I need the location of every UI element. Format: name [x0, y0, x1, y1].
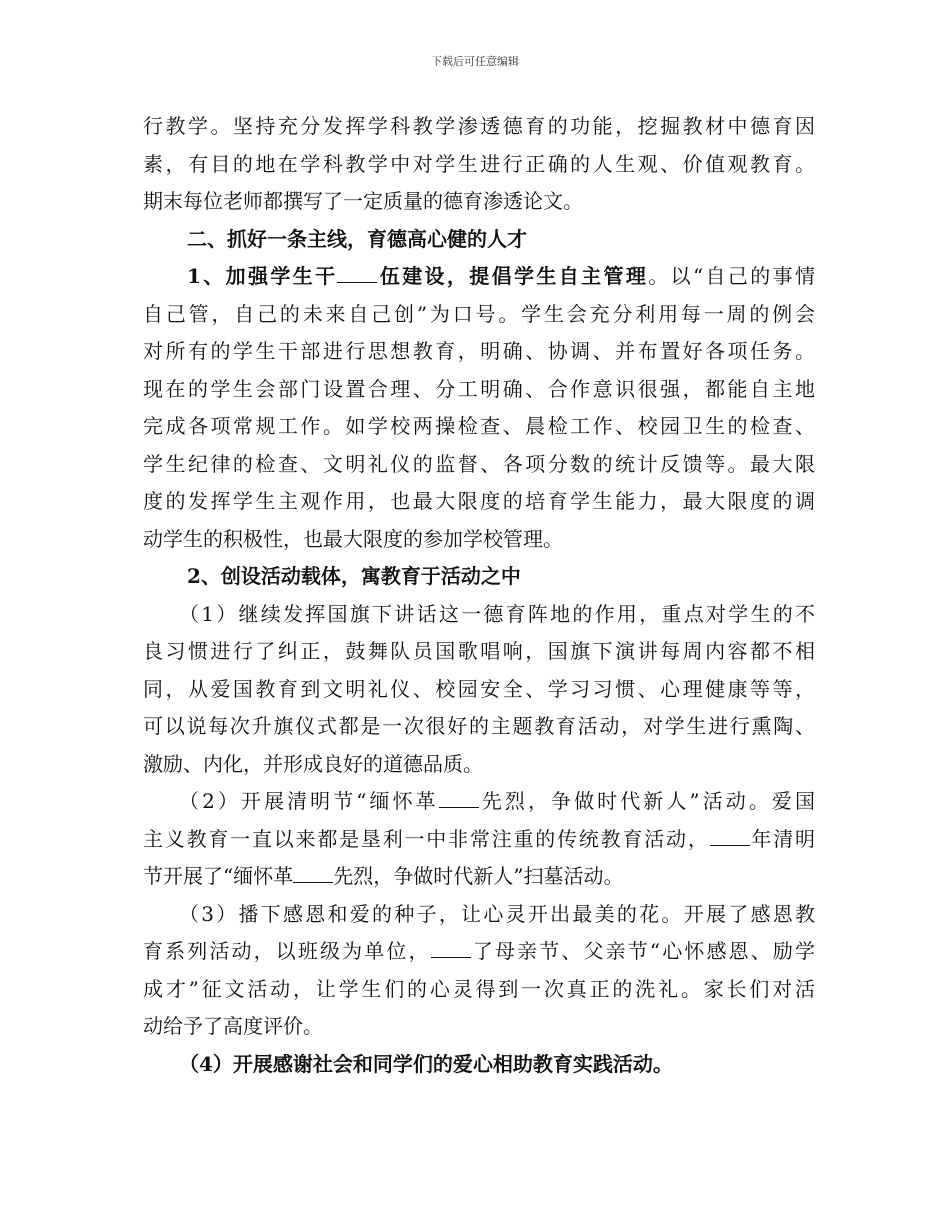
paragraph-text: 先烈，争做时代新人”扫墓活动。	[333, 864, 624, 888]
subsection-heading-part: 伍建设，提倡学生自主管理	[377, 264, 649, 288]
paragraph-line	[143, 821, 815, 859]
paragraph-text: 了母亲节、父亲节“心怀感恩、励学	[470, 939, 815, 963]
paragraph-text: 育系列活动，以班级为单位，	[143, 939, 431, 963]
paragraph-text: 主义教育一直以来都是垦利一中非常注重的传统教育活动，	[143, 826, 710, 851]
paragraph-line	[143, 783, 815, 821]
paragraph-line: 期末每位老师都撰写了一定质量的德育渗透论文。	[143, 189, 583, 213]
page-header: 下载后可任意编辑	[431, 55, 519, 68]
paragraph-line: 良习惯进行了纠正，鼓舞队员国歌唱响，国旗下演讲每周内容都不相	[143, 639, 815, 663]
paragraph-line: 现在的学生会部门设置合理、分工明确、合作意识很强，都能自主地	[143, 376, 815, 401]
subsection-heading: 2、创设活动载体，寓教育于活动之中	[187, 564, 521, 588]
blank-underline	[337, 264, 377, 283]
paragraph-line: 可以说每次升旗仪式都是一次很好的主题教育活动，对学生进行熏陶、	[143, 714, 815, 738]
paragraph-line: 自己管，自己的未来自己创”为口号。学生会充分利用每一周的例会	[143, 301, 815, 326]
blank-underline	[439, 789, 479, 808]
paragraph-line: 同，从爱国教育到文明礼仪、校园安全、学习习惯、心理健康等等，	[143, 676, 815, 701]
blank-underline	[293, 864, 333, 883]
paragraph-line: 成才”征文活动，让学生们的心灵得到一次真正的洗礼。家长们对活	[143, 976, 815, 1001]
section-heading: 二、抓好一条主线，育德高心健的人才	[187, 226, 527, 251]
paragraph-line: 动给予了高度评价。	[143, 1014, 323, 1038]
document-body	[143, 108, 815, 1083]
subsection-heading-line	[143, 258, 815, 296]
paragraph-line	[143, 858, 815, 896]
blank-underline	[710, 827, 750, 846]
paragraph-line: 动学生的积极性，也最大限度的参加学校管理。	[143, 526, 563, 551]
paragraph-text: 。以“自己的事情	[648, 264, 815, 288]
paragraph-line: （1）继续发挥国旗下讲话这一德育阵地的作用，重点对学生的不	[179, 601, 815, 626]
paragraph-line: （3）播下感恩和爱的种子，让心灵开出最美的花。开展了感恩教	[179, 901, 815, 926]
paragraph-line: 学生纪律的检查、文明礼仪的监督、各项分数的统计反馈等。最大限	[143, 451, 815, 476]
paragraph-text: （2）开展清明节“缅怀革	[179, 789, 439, 813]
paragraph-line: 度的发挥学生主观作用，也最大限度的培育学生能力，最大限度的调	[143, 489, 815, 513]
paragraph-line: 激励、内化，并形成良好的道德品质。	[143, 751, 483, 776]
subsection-heading: （4）开展感谢社会和同学们的爱心相助教育实践活动。	[179, 1051, 673, 1076]
paragraph-line: 素，有目的地在学科教学中对学生进行正确的人生观、价值观教育。	[143, 151, 815, 176]
paragraph-line	[143, 933, 815, 971]
subsection-heading-part: 1、加强学生干	[187, 264, 338, 288]
paragraph-line: 完成各项常规工作。如学校两操检查、晨检工作、校园卫生的检查、	[143, 414, 815, 438]
paragraph-text: 节开展了“缅怀革	[143, 864, 294, 888]
paragraph-text: 先烈，争做时代新人”活动。爱国	[478, 789, 815, 813]
paragraph-text: 年清明	[749, 826, 815, 851]
paragraph-line: 对所有的学生干部进行思想教育，明确、协调、并布置好各项任务。	[143, 339, 815, 363]
paragraph-line: 行教学。坚持充分发挥学科教学渗透德育的功能，挖掘教材中德育因	[143, 114, 815, 138]
blank-underline	[431, 939, 471, 958]
